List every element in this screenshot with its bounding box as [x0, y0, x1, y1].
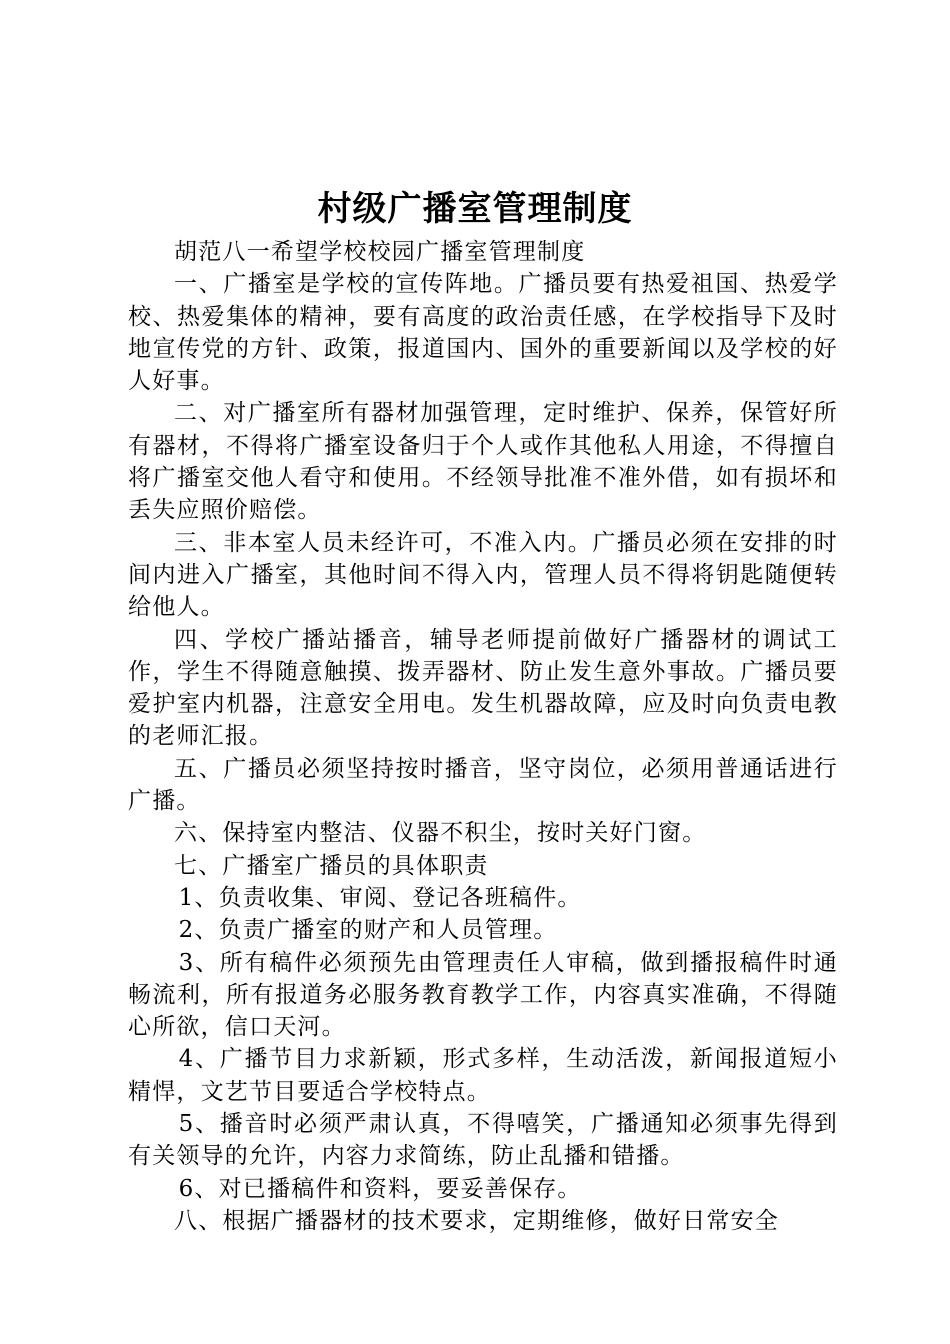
duty-2-paragraph: 2、负责广播室的财产和人员管理。 [178, 917, 558, 944]
duty-1-paragraph: 1、负责收集、审阅、登记各班稿件。 [178, 884, 582, 911]
duty-4-paragraph: 4、广播节目力求新颖，形式多样，生动活泼，新闻报道短小精悍，文艺节目要适合学校特点。 [128, 1046, 838, 1105]
subtitle-paragraph: 胡范八一希望学校校园广播室管理制度 [174, 239, 586, 265]
duty-5-paragraph: 5、播音时必须严肃认真，不得嘻笑，广播通知必须事先得到有关领导的允许，内容力求简练，防止乱播和错播。 [128, 1111, 838, 1170]
rule-6-paragraph: 六、保持室内整洁、仪器不积尘，按时关好门窗。 [174, 820, 707, 847]
rule-8-paragraph: 八、根据广播器材的技术要求，定期维修，做好日常安全 [174, 1207, 779, 1234]
rule-2-paragraph: 二、对广播室所有器材加强管理，定时维护、保养，保管好所有器材，不得将广播室设备归于个人或作其他私人用途，不得擅自将广播室交他人看守和使用。不经领导批准不准外借，如有损坏和丢失应照价赔偿。 [128, 400, 838, 524]
rule-3-paragraph: 三、非本室人员未经许可，不准入内。广播员必须在安排的时间内进入广播室，其他时间不得入内，管理人员不得将钥匙随便转给他人。 [128, 529, 838, 621]
rule-1-paragraph: 一、广播室是学校的宣传阵地。广播员要有热爱祖国、热爱学校、热爱集体的精神，要有高度的政治责任感，在学校指导下及时地宣传党的方针、政策，报道国内、国外的重要新闻以及学校的好人好事。 [128, 271, 838, 395]
rule-5-paragraph: 五、广播员必须坚持按时播音，坚守岗位，必须用普通话进行广播。 [128, 755, 838, 815]
document-title: 村级广播室管理制度 [317, 189, 633, 229]
document-body [128, 236, 838, 1237]
rule-4-paragraph: 四、学校广播站播音，辅导老师提前做好广播器材的调试工作，学生不得随意触摸、拨弄器材、防止发生意外事故。广播员要爱护室内机器，注意安全用电。发生机器故障，应及时向负责电教的老师汇报。 [128, 626, 838, 750]
rule-7-heading: 七、广播室广播员的具体职责 [174, 852, 489, 879]
duty-3-paragraph: 3、所有稿件必须预先由管理责任人审稿，做到播报稿件时通畅流利，所有报道务必服务教育教学工作，内容真实准确，不得随心所欲，信口天河。 [128, 949, 838, 1041]
duty-6-paragraph: 6、对已播稿件和资料，要妥善保存。 [178, 1175, 582, 1202]
